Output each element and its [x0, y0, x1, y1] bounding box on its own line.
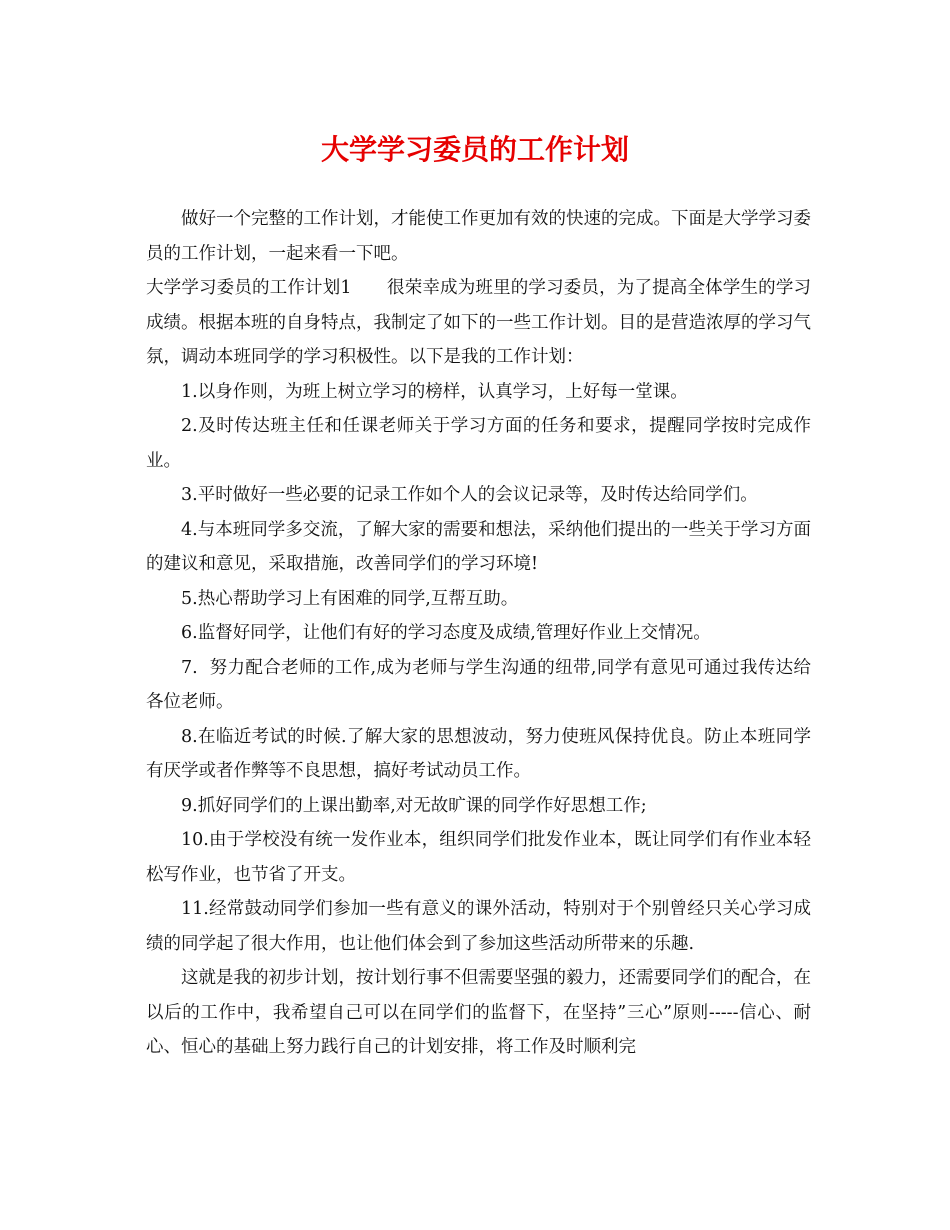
document-paragraph: 9.抓好同学们的上课出勤率,对无故旷课的同学作好思想工作;: [181, 795, 647, 816]
document-paragraph: 11.经常鼓动同学们参加一些有意义的课外活动，特别对于个别曾经只关心学习成绩的同学起了很大作用，也让他们体会到了参加这些活动所带来的乐趣.: [146, 899, 811, 954]
document-paragraph: 7. 努力配合老师的工作,成为老师与学生沟通的纽带,同学有意见可通过我传达给各位老师。: [146, 657, 811, 712]
document-paragraph: 4.与本班同学多交流，了解大家的需要和想法，采纳他们提出的一些关于学习方面的建议和意见，采取措施，改善同学们的学习环境!: [146, 519, 811, 574]
document-paragraph: 做好一个完整的工作计划，才能使工作更加有效的快速的完成。下面是大学学习委员的工作计划，一起来看一下吧。: [146, 209, 811, 264]
document-paragraph: 6.监督好同学，让他们有好的学习态度及成绩,管理好作业上交情况。: [181, 623, 711, 643]
document-title: 大学学习委员的工作计划: [320, 133, 629, 166]
document-paragraph: 5.热心帮助学习上有困难的同学,互帮互助。: [181, 588, 519, 609]
document-paragraph: 大学学习委员的工作计划1 很荣幸成为班里的学习委员，为了提高全体学生的学习成绩。根据本班的自身特点，我制定了如下的一些工作计划。目的是营造浓厚的学习气氛，调动本班同学的学习积极性。以下是我的工作计划：: [146, 278, 811, 367]
document-paragraph: 3.平时做好一些必要的记录工作如个人的会议记录等，及时传达给同学们。: [181, 485, 758, 505]
document-paragraph: 10.由于学校没有统一发作业本，组织同学们批发作业本，既让同学们有作业本轻松写作业，也节省了开支。: [146, 830, 811, 885]
document-body: [146, 202, 811, 1065]
document-paragraph: 这就是我的初步计划，按计划行事不但需要坚强的毅力，还需要同学们的配合，在以后的工作中，我希望自己可以在同学们的监督下，在坚持”三心”原则-----信心、耐心、恒心的基础上努力践行自己的计划安排，将工作及时顺利完: [146, 968, 811, 1057]
document-paragraph: 8.在临近考试的时候.了解大家的思想波动，努力使班风保持优良。防止本班同学有厌学或者作弊等不良思想，搞好考试动员工作。: [146, 726, 811, 781]
document-paragraph: 2.及时传达班主任和任课老师关于学习方面的任务和要求，提醒同学按时完成作业。: [146, 416, 811, 471]
document-paragraph: 1.以身作则，为班上树立学习的榜样，认真学习，上好每一堂课。: [181, 381, 688, 402]
